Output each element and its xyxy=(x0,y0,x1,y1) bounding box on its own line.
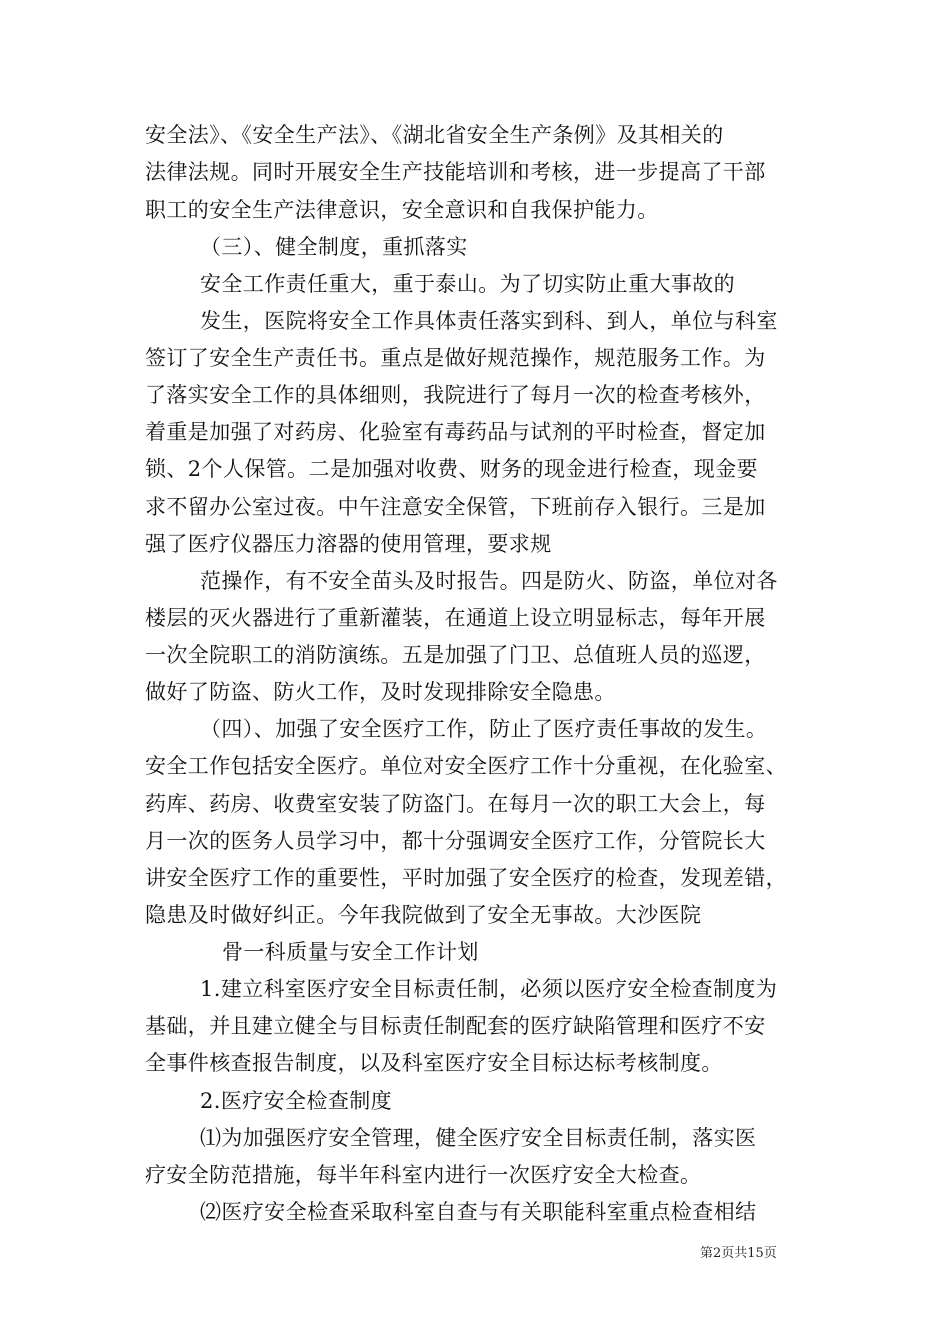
section-heading: （三）、健全制度，重抓落实 xyxy=(200,235,468,259)
body-text-line: 求不留办公室过夜。中午注意安全保管，下班前存入银行。三是加 xyxy=(145,495,766,519)
document-title: 骨一科质量与安全工作计划 xyxy=(222,940,479,964)
body-text-line: 职工的安全生产法律意识，安全意识和自我保护能力。 xyxy=(145,198,659,222)
body-text-line: 楼层的灭火器进行了重新灌装，在通道上设立明显标志，每年开展 xyxy=(145,606,766,630)
body-text-line: 做好了防盗、防火工作，及时发现排除安全隐患。 xyxy=(145,680,616,704)
body-text-line: 法律法规。同时开展安全生产技能培训和考核，进一步提高了干部 xyxy=(145,160,766,184)
body-text-line: 安全工作责任重大，重于泰山。为了切实防止重大事故的 xyxy=(200,272,735,296)
body-text-line: ⑵医疗安全检查采取科室自查与有关职能科室重点检查相结 xyxy=(200,1200,757,1224)
body-text-line: 着重是加强了对药房、化验室有毒药品与试剂的平时检查，督定加 xyxy=(145,420,766,444)
body-text-line: 锁、2个人保管。二是加强对收费、财务的现金进行检查，现金要 xyxy=(145,457,758,481)
body-text-line: 强了医疗仪器压力溶器的使用管理，要求规 xyxy=(145,532,552,556)
body-text-line: 基础，并且建立健全与目标责任制配套的医疗缺陷管理和医疗不安 xyxy=(145,1014,766,1038)
body-text-line: 月一次的医务人员学习中，都十分强调安全医疗工作，分管院长大 xyxy=(145,829,766,853)
body-text-line: 一次全院职工的消防演练。五是加强了门卫、总值班人员的巡逻， xyxy=(145,643,766,667)
section-heading: （四）、加强了安全医疗工作，防止了医疗责任事故的发生。 xyxy=(200,717,768,741)
body-text-line: 范操作，有不安全苗头及时报告。四是防火、防盗，单位对各 xyxy=(200,569,778,593)
body-text-line: 全事件核查报告制度，以及科室医疗安全目标达标考核制度。 xyxy=(145,1051,723,1075)
body-text-line: 了落实安全工作的具体细则，我院进行了每月一次的检查考核外， xyxy=(145,383,766,407)
body-text-line: 安全工作包括安全医疗。单位对安全医疗工作十分重视，在化验室、 xyxy=(145,754,787,778)
body-text-line: 讲安全医疗工作的重要性，平时加强了安全医疗的检查，发现差错， xyxy=(145,866,787,890)
page-number-footer: 第2页共15页 xyxy=(700,1246,777,1261)
body-text-line: 签订了安全生产责任书。重点是做好规范操作，规范服务工作。为 xyxy=(145,346,766,370)
body-text-line: 1.建立科室医疗安全目标责任制，必须以医疗安全检查制度为 xyxy=(200,977,778,1001)
body-text-line: 发生，医院将安全工作具体责任落实到科、到人，单位与科室 xyxy=(200,309,778,333)
body-text-line: 隐患及时做好纠正。今年我院做到了安全无事故。大沙医院 xyxy=(145,903,702,927)
body-text-line: 安全法》、《安全生产法》、《湖北省安全生产条例》及其相关的 xyxy=(145,123,724,147)
body-text-line: 疗安全防范措施，每半年科室内进行一次医疗安全大检查。 xyxy=(145,1163,702,1187)
body-text-line: 药库、药房、收费室安装了防盗门。在每月一次的职工大会上，每 xyxy=(145,792,766,816)
body-text-line: ⑴为加强医疗安全管理，健全医疗安全目标责任制，落实医 xyxy=(200,1126,757,1150)
section-heading: 2.医疗安全检查制度 xyxy=(200,1089,393,1113)
